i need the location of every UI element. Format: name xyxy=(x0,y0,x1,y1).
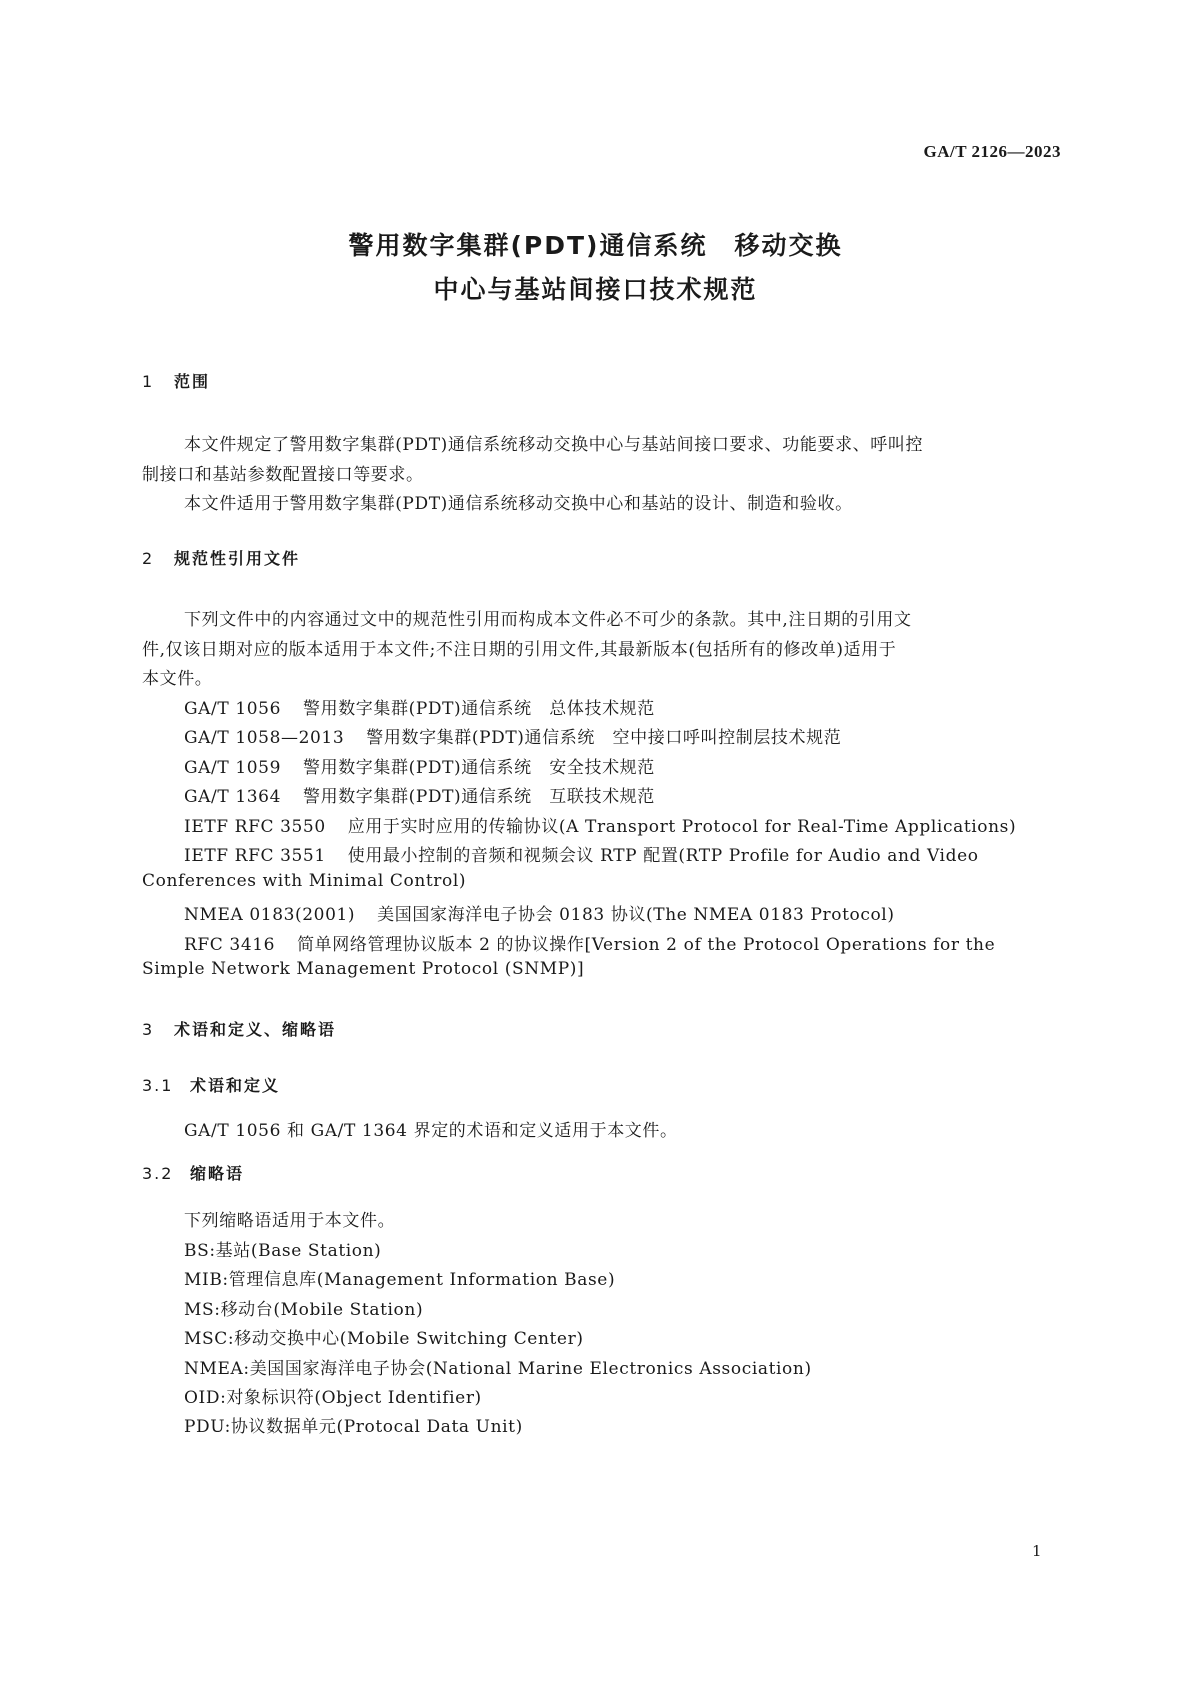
reference-title: 警用数字集群(PDT)通信系统 空中接口呼叫控制层技术规范 xyxy=(366,728,842,748)
section-1-heading xyxy=(142,369,210,392)
reference-title: 美国国家海洋电子协会 0183 协议(The NMEA 0183 Protocol) xyxy=(377,905,895,925)
scope-paragraph-1-line-2: 制接口和基站参数配置接口等要求。 xyxy=(142,465,424,485)
section-title: 术语和定义 xyxy=(190,1076,281,1095)
section-title: 规范性引用文件 xyxy=(174,549,301,568)
reference-title: 警用数字集群(PDT)通信系统 互联技术规范 xyxy=(303,787,655,807)
abbreviation-item: NMEA:美国国家海洋电子协会(National Marine Electronics Association) xyxy=(184,1359,812,1379)
document-title-line-2: 中心与基站间接口技术规范 xyxy=(433,275,758,304)
abbreviation-item: MIB:管理信息库(Management Information Base) xyxy=(184,1270,616,1290)
section-3-2-heading xyxy=(142,1161,244,1184)
reference-item xyxy=(184,900,895,925)
section-number: 3.1 xyxy=(142,1076,174,1095)
reference-code: NMEA 0183(2001) xyxy=(184,905,356,925)
document-title-line-1: 警用数字集群(PDT)通信系统 移动交换 xyxy=(348,231,843,260)
reference-code: RFC 3416 xyxy=(184,935,276,955)
normative-intro-line-2: 件,仅该日期对应的版本适用于本文件;不注日期的引用文件,其最新版本(包括所有的修改单)适用于 xyxy=(142,640,897,660)
abbreviation-item: BS:基站(Base Station) xyxy=(184,1241,382,1261)
section-number: 1 xyxy=(142,372,155,391)
reference-item xyxy=(184,841,979,866)
section-3-1-heading xyxy=(142,1073,280,1096)
section-number: 3.2 xyxy=(142,1164,174,1183)
reference-code: IETF RFC 3550 xyxy=(184,817,326,837)
section-2-heading xyxy=(142,546,300,569)
reference-title: 警用数字集群(PDT)通信系统 总体技术规范 xyxy=(303,699,655,719)
section-3-heading xyxy=(142,1017,336,1040)
scope-paragraph-1-line-1: 本文件规定了警用数字集群(PDT)通信系统移动交换中心与基站间接口要求、功能要求、呼叫控 xyxy=(184,435,924,455)
reference-continuation: Simple Network Management Protocol (SNMP)] xyxy=(142,959,585,979)
reference-title: 使用最小控制的音频和视频会议 RTP 配置(RTP Profile for Audio and Video xyxy=(347,846,979,866)
abbreviation-item: PDU:协议数据单元(Protocal Data Unit) xyxy=(184,1417,523,1437)
reference-code: GA/T 1058—2013 xyxy=(184,728,345,748)
reference-code: IETF RFC 3551 xyxy=(184,846,326,866)
reference-item xyxy=(184,812,1016,837)
reference-title: 应用于实时应用的传输协议(A Transport Protocol for Real-Time Applications) xyxy=(347,817,1017,837)
section-number: 2 xyxy=(142,549,155,568)
terms-paragraph: GA/T 1056 和 GA/T 1364 界定的术语和定义适用于本文件。 xyxy=(184,1121,678,1141)
normative-intro-line-3: 本文件。 xyxy=(142,669,213,689)
page-number: 1 xyxy=(1032,1542,1042,1560)
reference-item xyxy=(184,694,655,719)
section-title: 缩略语 xyxy=(190,1164,245,1183)
abbreviation-item: MS:移动台(Mobile Station) xyxy=(184,1300,424,1320)
abbreviations-intro: 下列缩略语适用于本文件。 xyxy=(184,1211,396,1231)
abbreviation-item: MSC:移动交换中心(Mobile Switching Center) xyxy=(184,1329,584,1349)
reference-code: GA/T 1056 xyxy=(184,699,281,719)
reference-title: 简单网络管理协议版本 2 的协议操作[Version 2 of the Protocol Operations for the xyxy=(297,935,996,955)
reference-code: GA/T 1364 xyxy=(184,787,281,807)
normative-intro-line-1: 下列文件中的内容通过文中的规范性引用而构成本文件必不可少的条款。其中,注日期的引用文 xyxy=(184,610,912,630)
reference-item xyxy=(184,753,655,778)
abbreviation-item: OID:对象标识符(Object Identifier) xyxy=(184,1388,482,1408)
reference-item xyxy=(184,723,841,748)
reference-code: GA/T 1059 xyxy=(184,758,281,778)
reference-continuation: Conferences with Minimal Control) xyxy=(142,871,467,891)
standard-code: GA/T 2126—2023 xyxy=(923,142,1061,161)
section-title: 范围 xyxy=(174,372,211,391)
reference-item xyxy=(184,930,995,955)
reference-title: 警用数字集群(PDT)通信系统 安全技术规范 xyxy=(303,758,655,778)
scope-paragraph-2: 本文件适用于警用数字集群(PDT)通信系统移动交换中心和基站的设计、制造和验收。 xyxy=(184,494,853,514)
section-number: 3 xyxy=(142,1020,155,1039)
section-title: 术语和定义、缩略语 xyxy=(174,1020,337,1039)
reference-item xyxy=(184,782,655,807)
